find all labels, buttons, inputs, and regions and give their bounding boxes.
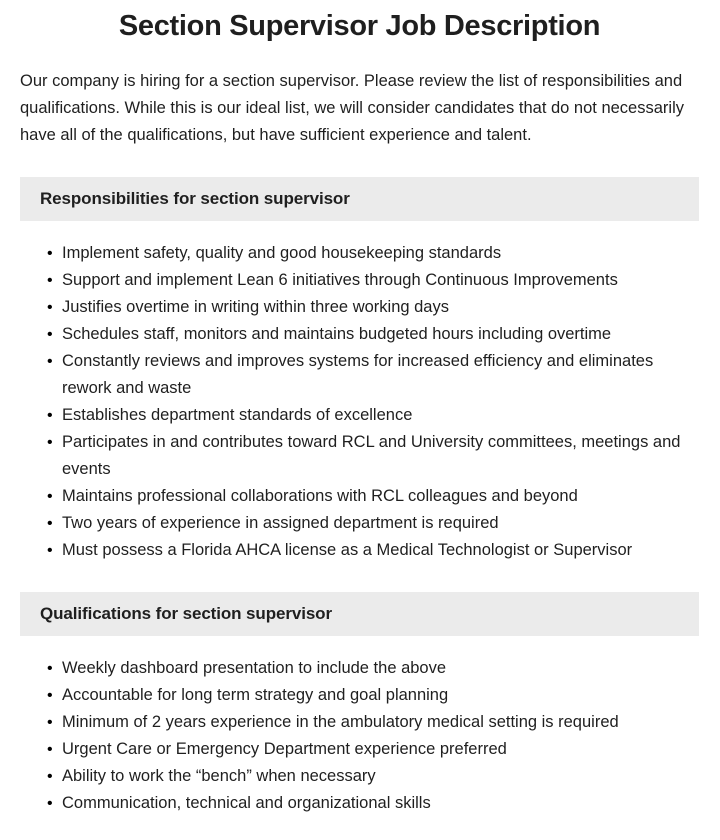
- list-item: • Justifies overtime in writing within three working days: [47, 294, 699, 321]
- list-item: • Implement safety, quality and good housekeeping standards: [47, 240, 699, 267]
- list-item: • Minimum of 2 years experience in the ambulatory medical setting is required: [47, 709, 699, 736]
- list-item: • Support and implement Lean 6 initiatives through Continuous Improvements: [47, 267, 699, 294]
- responsibilities-list: [20, 240, 699, 564]
- list-item: • Schedules staff, monitors and maintains budgeted hours including overtime: [47, 321, 699, 348]
- section-header-label: Responsibilities for section supervisor: [40, 189, 350, 208]
- list-item: • Constantly reviews and improves systems for increased efficiency and eliminates rework and waste: [47, 348, 699, 402]
- page-title: Section Supervisor Job Description: [118, 10, 601, 42]
- list-item: • Weekly dashboard presentation to include the above: [47, 655, 699, 682]
- list-item: • Two years of experience in assigned department is required: [47, 510, 699, 537]
- list-item: • Urgent Care or Emergency Department experience preferred: [47, 736, 699, 763]
- qualifications-list: [20, 655, 699, 817]
- list-item: • Accountable for long term strategy and goal planning: [47, 682, 699, 709]
- section-header-responsibilities: [20, 177, 699, 221]
- list-item: • Establishes department standards of excellence: [47, 402, 699, 429]
- list-item: • Participates in and contributes toward RCL and University committees, meetings and events: [47, 429, 699, 483]
- section-header-label: Qualifications for section supervisor: [40, 604, 332, 623]
- list-item: • Ability to work the “bench” when necessary: [47, 763, 699, 790]
- list-item: • Maintains professional collaborations with RCL colleagues and beyond: [47, 483, 699, 510]
- section-header-qualifications: [20, 592, 699, 636]
- intro-paragraph: Our company is hiring for a section supervisor. Please review the list of responsibilities and qualifications. While this is our ideal list, we will consider candidates that do not necessarily have all of the qualifications, but have sufficient experience and talent.: [20, 72, 684, 144]
- list-item: • Communication, technical and organizational skills: [47, 790, 699, 817]
- list-item: • Must possess a Florida AHCA license as a Medical Technologist or Supervisor: [47, 537, 699, 564]
